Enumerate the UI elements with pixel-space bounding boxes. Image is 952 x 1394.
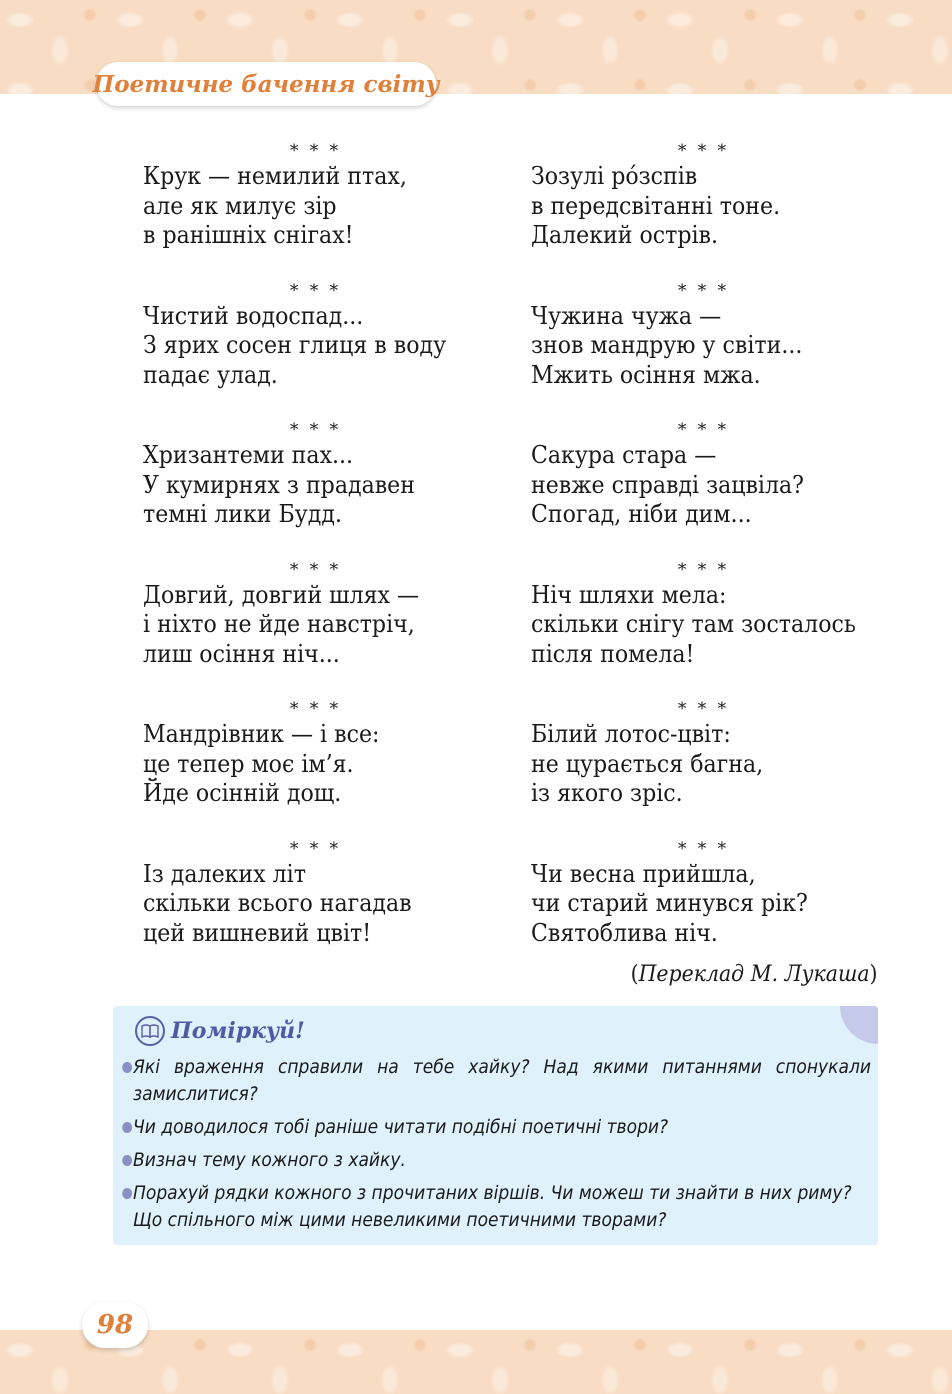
corner-decoration bbox=[840, 1006, 878, 1044]
haiku bbox=[531, 280, 891, 420]
haiku bbox=[531, 698, 891, 838]
think-box bbox=[113, 1006, 878, 1245]
poem-line: цей вишневий цвіт! bbox=[143, 918, 372, 947]
haiku bbox=[143, 140, 493, 280]
poem-line: скільки всього нагадав bbox=[143, 889, 412, 917]
poem-line: в ранішніх снігах! bbox=[143, 221, 354, 249]
poem-line: Чистий водоспад... bbox=[143, 301, 364, 330]
poem-line: Далекий острів. bbox=[531, 221, 718, 249]
bullet-icon bbox=[122, 1062, 132, 1073]
think-title: Поміркуй! bbox=[171, 1018, 305, 1044]
poem-line: і ніхто не йде навстріч, bbox=[143, 610, 415, 638]
poem-line: але як милує зір bbox=[143, 191, 337, 220]
question-item bbox=[133, 1054, 871, 1108]
poem-line: скільки снігу там зосталось bbox=[531, 610, 856, 638]
poem-line: У кумирнях з прадавен bbox=[143, 470, 415, 499]
poem-line: чи старий минувся рік? bbox=[531, 889, 808, 917]
poem-line: після помела! bbox=[531, 639, 695, 668]
question-text: Визнач тему кожного з хайку. bbox=[133, 1149, 406, 1171]
poem-separator: * * * bbox=[289, 280, 342, 301]
haiku-collection bbox=[0, 140, 952, 970]
poem-line: Мандрівник — і все: bbox=[143, 720, 380, 748]
poem-line: Білий лотос-цвіт: bbox=[531, 720, 731, 748]
poem-separator: * * * bbox=[677, 280, 730, 301]
poem-line: знов мандрую у світи... bbox=[531, 331, 803, 359]
question-text: Порахуй рядки кожного з прочитаних віршів. Чи можеш ти знайти в них риму? Що спільного між цими невеликими поетичними творами? bbox=[133, 1182, 852, 1231]
poem-line: Із далеких літ bbox=[143, 859, 306, 888]
translation-credit bbox=[631, 962, 878, 987]
haiku bbox=[143, 559, 493, 699]
question-text: Які враження справили на тебе хайку? Над якими питаннями спонукали замислитися? bbox=[133, 1056, 871, 1105]
page-number: 98 bbox=[96, 1310, 134, 1340]
poem-separator: * * * bbox=[289, 420, 342, 440]
translator-name: Переклад М. Лукаша bbox=[639, 962, 871, 987]
haiku bbox=[531, 838, 891, 978]
chapter-tab bbox=[92, 62, 440, 106]
poem-separator: * * * bbox=[677, 420, 730, 440]
bullet-icon bbox=[122, 1188, 132, 1199]
question-text: Чи доводилося тобі раніше читати подібні поетичні твори? bbox=[133, 1116, 669, 1138]
paren-close: ) bbox=[870, 962, 878, 987]
question-item bbox=[133, 1114, 878, 1141]
poem-line: падає улад. bbox=[143, 360, 278, 389]
poem-line: Хризантеми пах... bbox=[143, 441, 354, 469]
bullet-icon bbox=[122, 1155, 132, 1166]
haiku bbox=[143, 698, 493, 838]
bottom-decorative-band bbox=[0, 1330, 952, 1394]
poem-line: З ярих сосен глиця в воду bbox=[143, 331, 447, 359]
poem-line: Чи весна прийшла, bbox=[531, 859, 756, 888]
page-number-tab bbox=[82, 1302, 148, 1348]
poem-line: в передсвітанні тоне. bbox=[531, 191, 781, 220]
poem-line: невже справді зацвіла? bbox=[531, 470, 805, 499]
question-item bbox=[133, 1147, 878, 1174]
haiku bbox=[531, 140, 891, 280]
poem-line: Святоблива ніч. bbox=[531, 918, 718, 947]
poem-separator: * * * bbox=[289, 141, 342, 161]
poem-separator: * * * bbox=[289, 699, 342, 719]
haiku bbox=[531, 559, 891, 699]
paren-open: ( bbox=[631, 962, 640, 987]
poem-separator: * * * bbox=[289, 838, 342, 859]
poem-line: темні лики Будд. bbox=[143, 500, 342, 528]
poem-line: Спогад, ніби дим... bbox=[531, 500, 752, 528]
poem-line: Сакура стара — bbox=[531, 441, 717, 469]
poem-line: Зозулі ро́зспів bbox=[531, 162, 698, 190]
bullet-icon bbox=[122, 1122, 132, 1133]
poem-line: Мжить осіння мжа. bbox=[531, 360, 761, 389]
poem-line: Крук — немилий птах, bbox=[143, 162, 407, 190]
poem-line: Довгий, довгий шлях — bbox=[143, 580, 420, 609]
poem-separator: * * * bbox=[289, 559, 342, 580]
poem-separator: * * * bbox=[677, 559, 730, 580]
chapter-title: Поетичне бачення світу bbox=[92, 70, 440, 98]
question-item bbox=[133, 1180, 878, 1234]
poems-right-column bbox=[531, 140, 891, 977]
poem-line: Чужина чужа — bbox=[531, 301, 722, 330]
poem-line: Йде осінній дощ. bbox=[143, 779, 342, 807]
open-book-icon bbox=[135, 1016, 165, 1046]
haiku bbox=[143, 419, 493, 559]
poem-line: це тепер моє ім’я. bbox=[143, 749, 354, 778]
poem-line: не цурається багна, bbox=[531, 749, 764, 778]
poem-separator: * * * bbox=[677, 838, 730, 859]
poem-line: лиш осіння ніч... bbox=[143, 639, 340, 668]
haiku bbox=[143, 280, 493, 420]
haiku bbox=[531, 419, 891, 559]
poem-line: Ніч шляхи мела: bbox=[531, 580, 727, 609]
poem-separator: * * * bbox=[677, 141, 730, 161]
poems-left-column bbox=[143, 140, 493, 977]
poem-line: із якого зріс. bbox=[531, 779, 683, 807]
poem-separator: * * * bbox=[677, 699, 730, 719]
haiku bbox=[143, 838, 493, 978]
think-header bbox=[135, 1016, 305, 1046]
